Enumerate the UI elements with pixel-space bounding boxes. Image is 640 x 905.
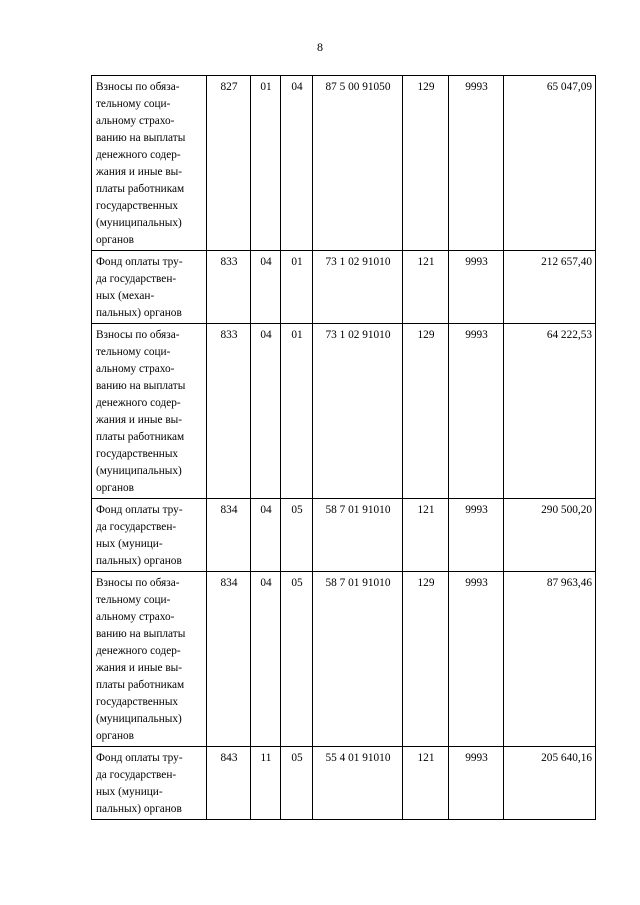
page-number: 8 xyxy=(317,40,323,54)
description-line: пальных) органов xyxy=(96,555,182,567)
target-article-cell: 73 1 02 91010 xyxy=(313,324,403,499)
amount-cell: 65 047,09 xyxy=(504,76,596,251)
amount-cell: 212 657,40 xyxy=(504,251,596,324)
subsection-cell: 05 xyxy=(281,747,313,820)
additional-code-cell: 9993 xyxy=(449,251,504,324)
table-row xyxy=(92,251,596,324)
description-line: жания и иные вы- xyxy=(96,414,183,426)
description-line: ных (механ- xyxy=(96,290,155,302)
section-cell: 01 xyxy=(251,76,281,251)
description-cell xyxy=(92,499,207,572)
amount-cell: 64 222,53 xyxy=(504,324,596,499)
description-line: государственных xyxy=(96,200,179,212)
subsection-cell: 05 xyxy=(281,572,313,747)
code-cell: 833 xyxy=(207,324,251,499)
description-line: (муниципальных) xyxy=(96,713,182,725)
expense-type-cell: 129 xyxy=(403,324,449,499)
description-line: ванию на выплаты xyxy=(96,628,186,640)
description-line: жания и иные вы- xyxy=(96,662,183,674)
code-cell: 827 xyxy=(207,76,251,251)
table-row xyxy=(92,324,596,499)
description-line: альному страхо- xyxy=(96,363,175,375)
expense-type-cell: 129 xyxy=(403,76,449,251)
description-line: Взносы по обяза- xyxy=(96,81,180,93)
description-line: платы работникам xyxy=(96,679,185,691)
description-line: органов xyxy=(96,234,134,246)
section-cell: 04 xyxy=(251,572,281,747)
expense-type-cell: 129 xyxy=(403,572,449,747)
additional-code-cell: 9993 xyxy=(449,572,504,747)
target-article-cell: 58 7 01 91010 xyxy=(313,572,403,747)
description-line: органов xyxy=(96,482,134,494)
description-line: денежного содер- xyxy=(96,149,181,161)
description-line: (муниципальных) xyxy=(96,465,182,477)
description-cell xyxy=(92,251,207,324)
target-article-cell: 73 1 02 91010 xyxy=(313,251,403,324)
description-cell xyxy=(92,747,207,820)
description-line: государственных xyxy=(96,448,179,460)
description-line: Фонд оплаты тру- xyxy=(96,752,183,764)
description-line: альному страхо- xyxy=(96,611,175,623)
description-line: ных (муници- xyxy=(96,786,163,798)
subsection-cell: 05 xyxy=(281,499,313,572)
description-line: ванию на выплаты xyxy=(96,132,186,144)
target-article-cell: 58 7 01 91010 xyxy=(313,499,403,572)
section-cell: 04 xyxy=(251,324,281,499)
budget-table xyxy=(91,75,596,820)
table-row xyxy=(92,747,596,820)
section-cell: 04 xyxy=(251,499,281,572)
section-cell: 04 xyxy=(251,251,281,324)
description-line: Фонд оплаты тру- xyxy=(96,504,183,516)
description-line: тельному соци- xyxy=(96,98,171,110)
description-line: тельному соци- xyxy=(96,346,171,358)
additional-code-cell: 9993 xyxy=(449,324,504,499)
table-row xyxy=(92,572,596,747)
description-line: Взносы по обяза- xyxy=(96,329,180,341)
expense-type-cell: 121 xyxy=(403,499,449,572)
description-line: пальных) органов xyxy=(96,803,182,815)
description-line: да государствен- xyxy=(96,769,177,781)
description-line: Взносы по обяза- xyxy=(96,577,180,589)
expense-type-cell: 121 xyxy=(403,251,449,324)
description-line: ванию на выплаты xyxy=(96,380,186,392)
description-line: органов xyxy=(96,730,134,742)
description-line: альному страхо- xyxy=(96,115,175,127)
target-article-cell: 55 4 01 91010 xyxy=(313,747,403,820)
description-line: платы работникам xyxy=(96,183,185,195)
code-cell: 843 xyxy=(207,747,251,820)
section-cell: 11 xyxy=(251,747,281,820)
subsection-cell: 01 xyxy=(281,251,313,324)
table-row xyxy=(92,76,596,251)
description-line: пальных) органов xyxy=(96,307,182,319)
description-cell xyxy=(92,76,207,251)
description-line: платы работникам xyxy=(96,431,185,443)
additional-code-cell: 9993 xyxy=(449,76,504,251)
description-line: да государствен- xyxy=(96,273,177,285)
description-line: государственных xyxy=(96,696,179,708)
subsection-cell: 01 xyxy=(281,324,313,499)
description-line: денежного содер- xyxy=(96,645,181,657)
target-article-cell: 87 5 00 91050 xyxy=(313,76,403,251)
description-line: Фонд оплаты тру- xyxy=(96,256,183,268)
description-line: жания и иные вы- xyxy=(96,166,183,178)
table-row xyxy=(92,499,596,572)
amount-cell: 87 963,46 xyxy=(504,572,596,747)
additional-code-cell: 9993 xyxy=(449,499,504,572)
description-cell xyxy=(92,572,207,747)
description-line: (муниципальных) xyxy=(96,217,182,229)
expense-type-cell: 121 xyxy=(403,747,449,820)
description-line: денежного содер- xyxy=(96,397,181,409)
description-cell xyxy=(92,324,207,499)
description-line: тельному соци- xyxy=(96,594,171,606)
code-cell: 834 xyxy=(207,499,251,572)
description-line: да государствен- xyxy=(96,521,177,533)
subsection-cell: 04 xyxy=(281,76,313,251)
amount-cell: 205 640,16 xyxy=(504,747,596,820)
code-cell: 833 xyxy=(207,251,251,324)
description-line: ных (муници- xyxy=(96,538,163,550)
additional-code-cell: 9993 xyxy=(449,747,504,820)
code-cell: 834 xyxy=(207,572,251,747)
amount-cell: 290 500,20 xyxy=(504,499,596,572)
